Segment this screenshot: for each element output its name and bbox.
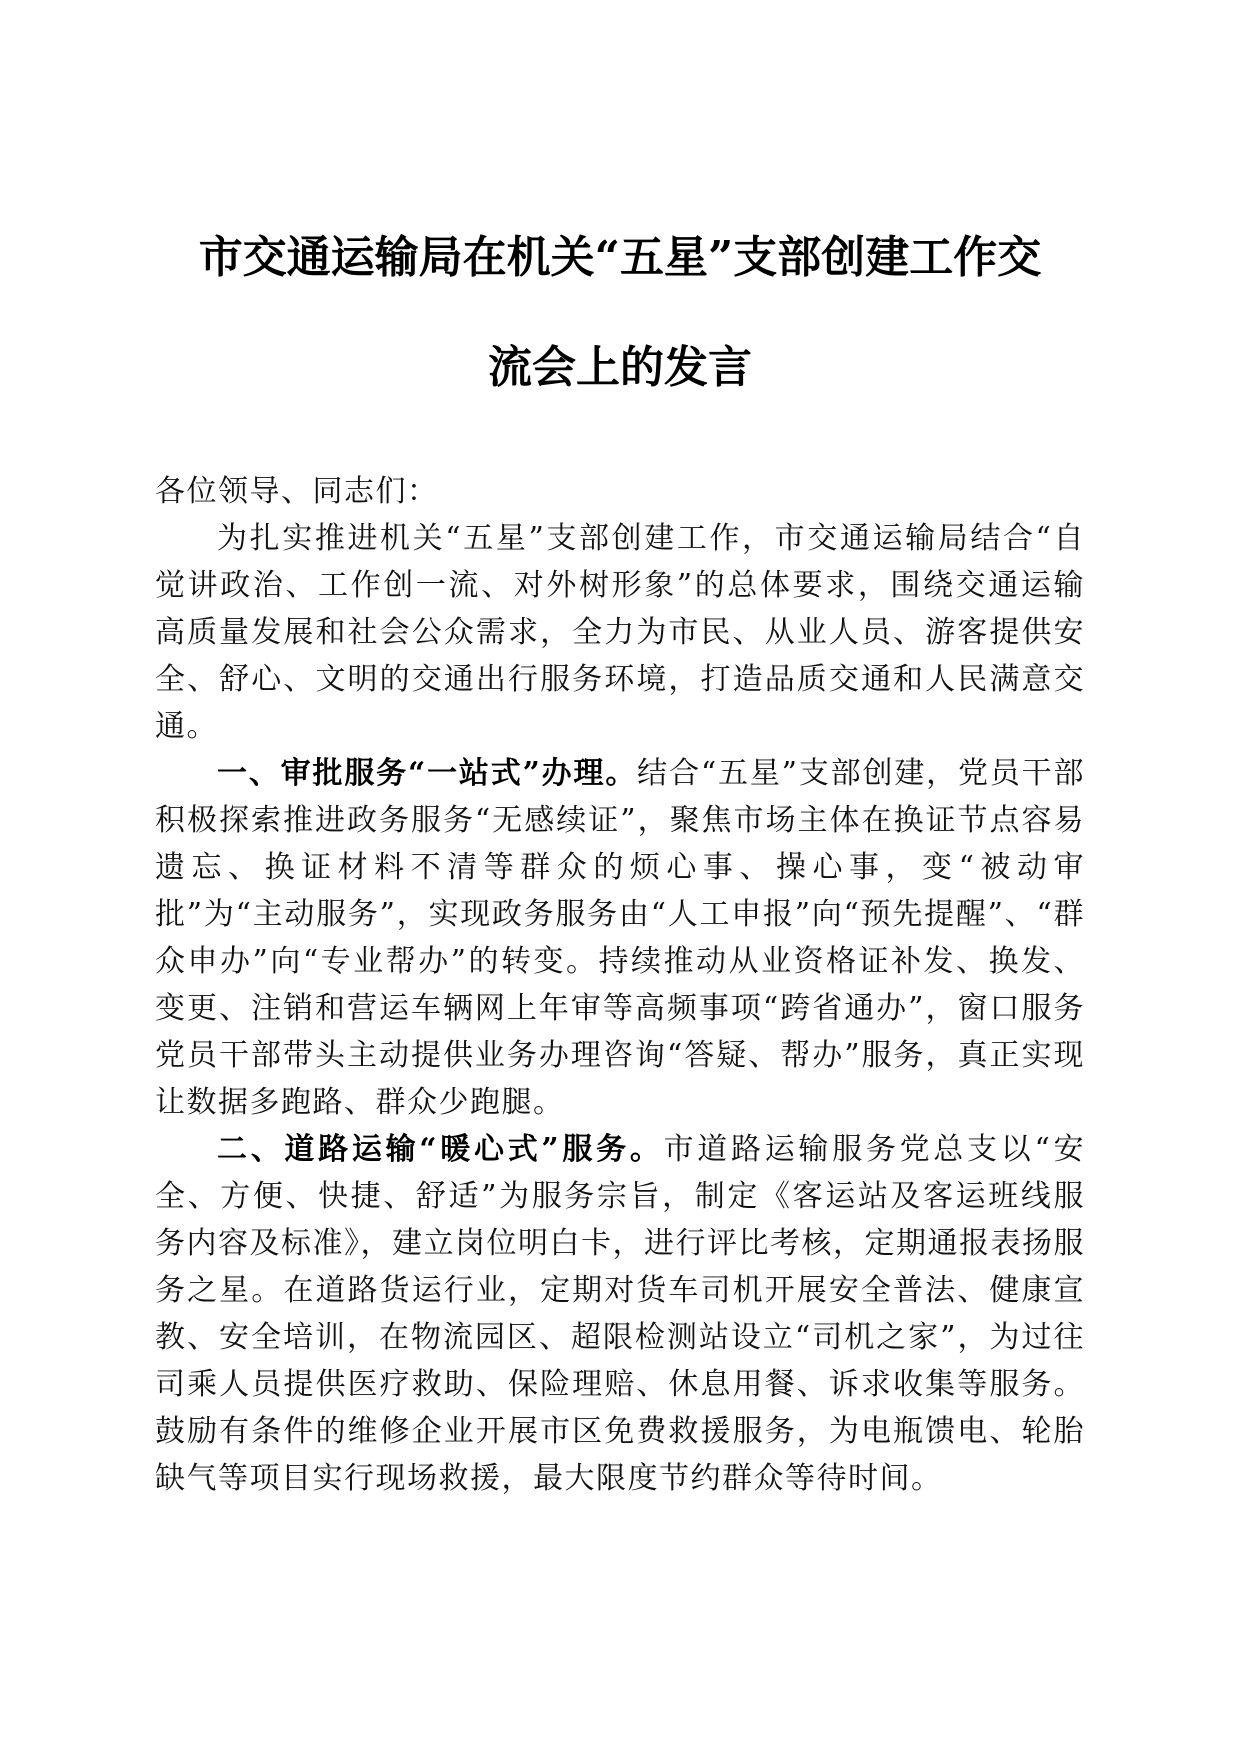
section-1-heading: 一、审批服务“一站式”办理。 [217, 756, 638, 791]
section-1-text: 结合“五星”支部创建，党员干部积极探索推进政务服务“无感续证”，聚焦市场主体在换证节点容易遗忘、换证材料不清等群众的烦心事、操心事，变“被动审批”为“主动服务”，实现政务服务由“人工申报”向“预先提醒”、“群众申办”向“专业帮办”的转变。持续推动从业资格证补发、换发、变更、注销和营运车辆网上年审等高频事项“跨省通办”，窗口服务党员干部带头主动提供业务办理咨询“答疑、帮办”服务，真正实现让数据多跑路、群众少跑腿。 [155, 756, 1085, 1120]
section-2-paragraph [155, 1126, 1085, 1502]
document-title-line-2: 流会上的发言 [488, 342, 752, 393]
section-1-paragraph [155, 750, 1085, 1126]
salutation: 各位领导、同志们： [155, 474, 439, 509]
intro-paragraph: 为扎实推进机关“五星”支部创建工作，市交通运输局结合“自觉讲政治、工作创一流、对外树形象”的总体要求，围绕交通运输高质量发展和社会公众需求，全力为市民、从业人员、游客提供安全、舒心、文明的交通出行服务环境，打造品质交通和人民满意交通。 [155, 521, 1085, 744]
section-2-heading: 二、道路运输“暖心式”服务。 [217, 1132, 664, 1167]
document-title-line-1: 市交通运输局在机关“五星”支部创建工作交 [198, 232, 1042, 283]
document-body [155, 468, 1085, 1502]
section-2-text: 市道路运输服务党总支以“安全、方便、快捷、舒适”为服务宗旨，制定《客运站及客运班线服务内容及标准》，建立岗位明白卡，进行评比考核，定期通报表扬服务之星。在道路货运行业，定期对货车司机开展安全普法、健康宣教、安全培训，在物流园区、超限检测站设立“司机之家”，为过往司乘人员提供医疗救助、保险理赔、休息用餐、诉求收集等服务。鼓励有条件的维修企业开展市区免费救援服务，为电瓶馈电、轮胎缺气等项目实行现场救援，最大限度节约群众等待时间。 [155, 1132, 1086, 1496]
